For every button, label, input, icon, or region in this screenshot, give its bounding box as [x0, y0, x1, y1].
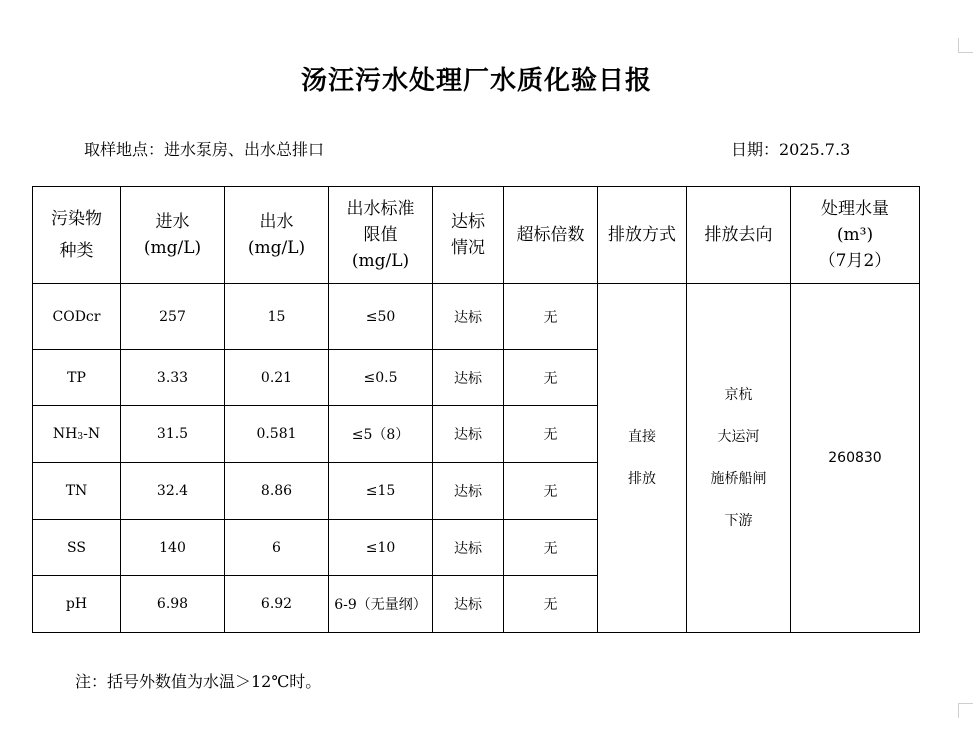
- treated-volume-cell: 260830: [791, 284, 920, 633]
- table-row: [33, 284, 920, 350]
- exceed-cell: 无: [504, 463, 598, 520]
- outflow-cell: 6: [225, 520, 329, 576]
- outflow-cell: 6.92: [225, 576, 329, 633]
- inflow-cell: 140: [121, 520, 225, 576]
- status-cell: 达标: [433, 463, 504, 520]
- inflow-cell: 3.33: [121, 350, 225, 406]
- limit-cell: ≤10: [329, 520, 433, 576]
- report-title: 汤汪污水处理厂水质化验日报: [300, 66, 652, 96]
- header-compliance: 达标 情况: [433, 187, 504, 284]
- inflow-cell: 31.5: [121, 406, 225, 463]
- discharge-destination-cell: 京杭 大运河 施桥船闸 下游: [687, 284, 791, 633]
- header-discharge-method: 排放方式: [598, 187, 687, 284]
- exceed-cell: 无: [504, 576, 598, 633]
- exceed-cell: 无: [504, 406, 598, 463]
- outflow-cell: 15: [225, 284, 329, 350]
- outflow-cell: 0.581: [225, 406, 329, 463]
- status-cell: 达标: [433, 284, 504, 350]
- status-cell: 达标: [433, 520, 504, 576]
- limit-cell: ≤50: [329, 284, 433, 350]
- param-cell: $NH_3-N$: [33, 406, 121, 463]
- status-cell: 达标: [433, 350, 504, 406]
- exceed-cell: 无: [504, 350, 598, 406]
- inflow-cell: 32.4: [121, 463, 225, 520]
- exceed-cell: 无: [504, 520, 598, 576]
- page-corner-mark-bottom: [958, 703, 973, 718]
- outflow-cell: 8.86: [225, 463, 329, 520]
- header-volume: 处理水量 (m³) （7月2）: [791, 187, 920, 284]
- outflow-cell: 0.21: [225, 350, 329, 406]
- limit-cell: ≤5（8）: [329, 406, 433, 463]
- discharge-method-cell: 直接 排放: [598, 284, 687, 633]
- limit-cell: ≤0.5: [329, 350, 433, 406]
- inflow-cell: 257: [121, 284, 225, 350]
- footnote: 注：括号外数值为水温＞12℃时。: [75, 672, 322, 691]
- limit-cell: 6-9（无量纲）: [329, 576, 433, 633]
- table-header-row: [33, 187, 920, 284]
- inflow-cell: 6.98: [121, 576, 225, 633]
- limit-cell: ≤15: [329, 463, 433, 520]
- param-cell: SS: [33, 520, 121, 576]
- param-cell: pH: [33, 576, 121, 633]
- header-exceed: 超标倍数: [504, 187, 598, 284]
- param-cell: TP: [33, 350, 121, 406]
- header-discharge-to: 排放去向: [687, 187, 791, 284]
- exceed-cell: 无: [504, 284, 598, 350]
- water-quality-table: [32, 186, 920, 633]
- page-corner-mark-top: [958, 38, 973, 53]
- status-cell: 达标: [433, 406, 504, 463]
- header-limit: 出水标准 限值 (mg/L): [329, 187, 433, 284]
- header-outflow: 出水 (mg/L): [225, 187, 329, 284]
- param-cell: CODcr: [33, 284, 121, 350]
- header-pollutant: 污染物 种类: [33, 187, 121, 284]
- param-cell: TN: [33, 463, 121, 520]
- status-cell: 达标: [433, 576, 504, 633]
- sampling-location: 取样地点：进水泵房、出水总排口: [84, 140, 325, 159]
- report-date: 日期：2025.7.3: [731, 140, 851, 159]
- header-inflow: 进水 (mg/L): [121, 187, 225, 284]
